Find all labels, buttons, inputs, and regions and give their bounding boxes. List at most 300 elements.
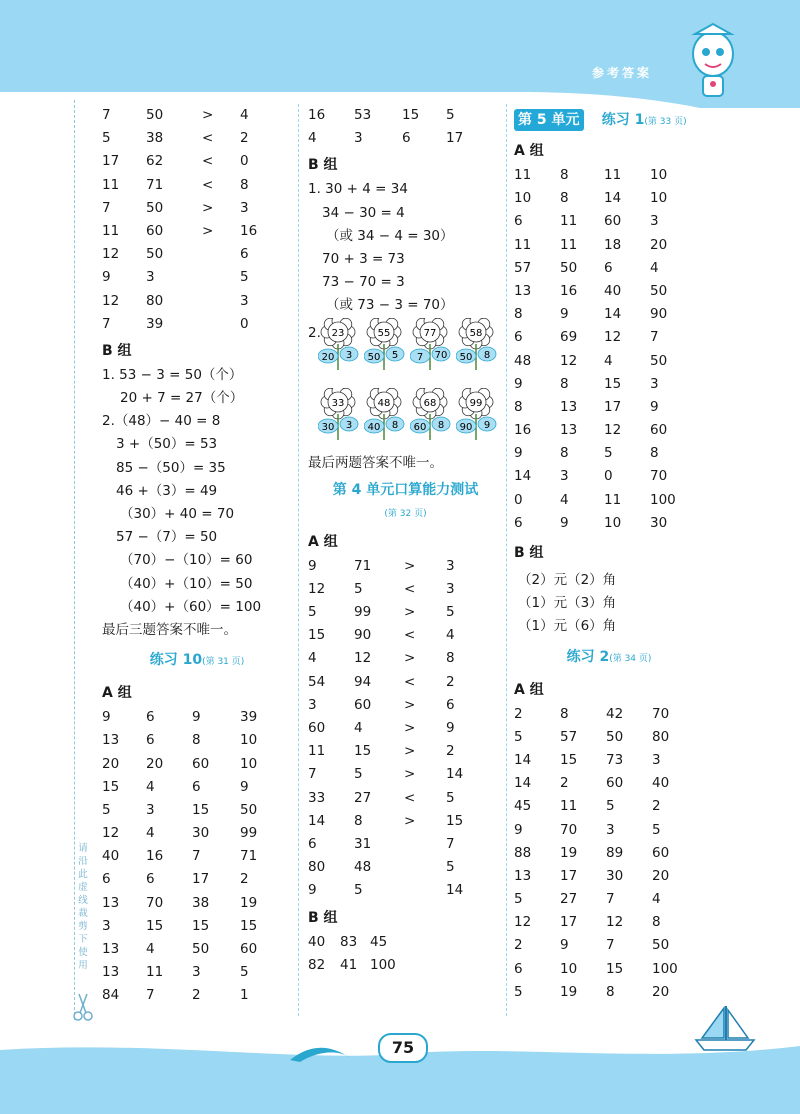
table-cell: 12 xyxy=(354,650,372,667)
table-cell: > xyxy=(404,812,416,829)
table-cell: 40 xyxy=(308,933,326,950)
table-cell: > xyxy=(404,650,416,667)
table-cell: 9 xyxy=(102,709,111,726)
table-cell: 5 xyxy=(606,798,615,815)
table-cell: 13 xyxy=(102,894,120,911)
table-cell: 6 xyxy=(192,778,201,795)
table-cell: 6 xyxy=(514,213,523,230)
table-cell: 3 xyxy=(146,801,155,818)
table-cell: 94 xyxy=(354,673,372,690)
flower-icon xyxy=(318,388,362,442)
answer-line: 34 − 30 = 4 xyxy=(322,204,405,221)
table-cell: 15 xyxy=(308,627,326,644)
number-flower xyxy=(364,388,406,442)
table-cell: > xyxy=(202,222,214,239)
table-cell: 45 xyxy=(514,798,532,815)
table-cell: > xyxy=(404,720,416,736)
table-cell: 14 xyxy=(604,306,622,323)
section-title-unit-4-test: 第 4 单元口算能力测试 xyxy=(332,481,479,498)
table-cell: 5 xyxy=(652,821,661,838)
table-cell: 4 xyxy=(308,130,317,147)
table-cell: 20 xyxy=(650,236,668,253)
table-cell: 8 xyxy=(560,445,569,462)
group-b-answers xyxy=(102,364,292,642)
table-row xyxy=(514,726,704,749)
table-cell: 60 xyxy=(146,222,164,239)
flower-icon xyxy=(410,388,454,442)
table-cell: 20 xyxy=(652,983,670,1000)
table-cell: 6 xyxy=(146,709,155,726)
number-flower xyxy=(456,318,498,372)
table-cell: 90 xyxy=(650,306,668,323)
table-row xyxy=(514,396,704,419)
table-cell: 100 xyxy=(370,956,396,973)
table-row xyxy=(102,174,292,197)
table-cell: < xyxy=(404,789,416,806)
table-cell: 50 xyxy=(606,728,624,745)
table-cell: 100 xyxy=(652,960,678,977)
table-cell: 10 xyxy=(514,190,532,207)
table-cell: 14 xyxy=(604,190,622,207)
group-b-label: B 组 xyxy=(102,342,132,359)
table-cell: 7 xyxy=(102,315,111,332)
table-row xyxy=(308,879,503,902)
flower-icon xyxy=(410,318,454,372)
table-cell: 71 xyxy=(354,557,372,574)
group-b-label: B 组 xyxy=(514,545,544,561)
answer-line: （2）元（2）角 xyxy=(518,572,617,588)
table-cell: 6 xyxy=(514,960,523,977)
answer-line: （40）+（10）= 50 xyxy=(120,575,253,592)
table-cell: 12 xyxy=(604,422,622,439)
table-cell: 15 xyxy=(446,812,464,829)
table-cell: 16 xyxy=(514,422,532,439)
table-cell: 3 xyxy=(446,557,455,574)
table-cell: 50 xyxy=(146,199,164,216)
table-cell: 5 xyxy=(354,882,363,899)
table-cell: > xyxy=(404,557,416,574)
flower-number-top: 55 xyxy=(377,327,391,339)
table-cell: 17 xyxy=(192,871,210,888)
flower-number-left: 40 xyxy=(367,421,381,433)
table-cell: 12 xyxy=(308,580,326,597)
table-cell: 0 xyxy=(240,153,249,170)
table-cell: 2 xyxy=(446,743,455,760)
flower-row-1 xyxy=(318,318,503,382)
table-cell: 9 xyxy=(446,720,455,736)
table-cell: 8 xyxy=(514,398,523,415)
table-cell: 10 xyxy=(650,167,668,183)
table-cell: 5 xyxy=(446,859,455,876)
column-2 xyxy=(308,104,503,977)
table-row xyxy=(308,787,503,810)
table-cell: 4 xyxy=(604,352,613,369)
answer-line: 最后三题答案不唯一。 xyxy=(102,621,237,638)
table-cell: 73 xyxy=(606,751,624,768)
table-cell: 60 xyxy=(354,696,372,713)
flower-icon xyxy=(364,388,408,442)
table-row xyxy=(514,257,704,280)
table-cell: 12 xyxy=(102,292,120,309)
table-cell: 8 xyxy=(652,914,661,931)
table-cell: 8 xyxy=(354,812,363,829)
answer-table-1 xyxy=(308,104,503,150)
table-cell: 4 xyxy=(146,778,155,795)
table-row xyxy=(102,938,292,961)
table-cell: 5 xyxy=(354,766,363,783)
table-cell: 5 xyxy=(446,789,455,806)
table-cell: 27 xyxy=(354,789,372,806)
table-cell: 60 xyxy=(240,941,258,957)
table-row xyxy=(514,280,704,303)
answer-line: 70 + 3 = 73 xyxy=(322,250,405,267)
table-cell: 15 xyxy=(102,778,120,795)
answer-table-1 xyxy=(514,164,704,535)
section-page-ref: (第 34 页) xyxy=(609,653,652,664)
table-cell: 4 xyxy=(652,891,661,908)
table-cell: > xyxy=(202,199,214,216)
answer-line: 2.（48）− 40 = 8 xyxy=(102,413,221,430)
table-cell: 70 xyxy=(560,821,578,838)
table-cell: 3 xyxy=(446,580,455,597)
table-cell: 14 xyxy=(514,468,532,485)
table-cell: 39 xyxy=(240,709,258,726)
table-cell: 2 xyxy=(514,937,523,954)
table-cell: 13 xyxy=(560,398,578,415)
table-row xyxy=(514,164,704,187)
table-row xyxy=(102,290,292,313)
table-row xyxy=(102,197,292,220)
table-cell: 11 xyxy=(560,798,578,815)
table-cell: 8 xyxy=(240,176,249,193)
table-row xyxy=(308,671,503,694)
table-row xyxy=(514,934,704,957)
table-row xyxy=(102,822,292,845)
table-cell: 18 xyxy=(604,236,622,253)
group-b-label-2: B 组 xyxy=(308,909,338,926)
table-cell: 4 xyxy=(146,941,155,957)
table-cell: 70 xyxy=(652,705,670,722)
table-cell: 71 xyxy=(240,848,258,865)
table-cell: 30 xyxy=(192,825,210,842)
table-cell: < xyxy=(202,153,214,170)
table-cell: 5 xyxy=(604,445,613,462)
table-row xyxy=(102,104,292,127)
table-row xyxy=(102,127,292,150)
table-cell: 7 xyxy=(650,329,659,346)
table-cell: 5 xyxy=(446,107,455,123)
table-cell: 4 xyxy=(560,491,569,508)
table-cell: 7 xyxy=(308,766,317,783)
table-cell: 11 xyxy=(308,743,326,760)
table-cell: 82 xyxy=(308,956,326,973)
section-page-ref: (第 33 页) xyxy=(644,117,687,127)
table-cell: 20 xyxy=(102,755,120,772)
table-cell: < xyxy=(202,130,214,147)
group-a-label-2: A 组 xyxy=(514,681,544,698)
flower-number-left: 20 xyxy=(321,351,335,363)
flower-number-left: 50 xyxy=(459,351,473,363)
table-row xyxy=(514,489,704,512)
table-cell: 8 xyxy=(650,445,659,462)
table-cell: 13 xyxy=(514,867,532,884)
table-cell: 89 xyxy=(606,844,624,861)
table-cell: 3 xyxy=(240,292,249,309)
group-b-label: B 组 xyxy=(308,157,338,174)
table-cell: 57 xyxy=(560,728,578,745)
page-number: 75 xyxy=(378,1033,428,1063)
table-cell: 6 xyxy=(514,329,523,346)
table-cell: 30 xyxy=(650,514,668,531)
table-row xyxy=(102,845,292,868)
table-cell: 80 xyxy=(308,859,326,876)
table-row xyxy=(514,819,704,842)
table-cell: 11 xyxy=(604,167,622,183)
answer-table-2 xyxy=(514,703,704,1004)
table-cell: 4 xyxy=(146,825,155,842)
table-row xyxy=(102,915,292,938)
table-cell: 48 xyxy=(514,352,532,369)
table-cell: 5 xyxy=(514,728,523,745)
table-cell: 6 xyxy=(240,246,249,263)
table-cell: 17 xyxy=(446,130,464,147)
flower-number-right: 5 xyxy=(391,349,399,361)
table-row xyxy=(102,776,292,799)
table-cell: 7 xyxy=(606,891,615,908)
table-cell: 4 xyxy=(354,720,363,736)
table-cell: 50 xyxy=(192,941,210,957)
table-row xyxy=(514,419,704,442)
table-cell: 3 xyxy=(308,696,317,713)
table-cell: 99 xyxy=(240,825,258,842)
table-cell: < xyxy=(404,580,416,597)
table-cell: 50 xyxy=(560,259,578,276)
table-cell: 50 xyxy=(146,246,164,263)
table-cell: 3 xyxy=(650,375,659,392)
section-title-practice-10 xyxy=(102,642,292,678)
table-cell: 20 xyxy=(146,755,164,772)
flower-number-right: 9 xyxy=(483,419,491,431)
table-row xyxy=(102,961,292,984)
number-flower xyxy=(410,388,452,442)
answer-line: （40）+（60）= 100 xyxy=(120,598,262,615)
table-cell: 12 xyxy=(514,914,532,931)
table-cell: 3 xyxy=(606,821,615,838)
flower-number-top: 58 xyxy=(469,327,483,339)
table-cell: 9 xyxy=(102,269,111,286)
table-cell: 3 xyxy=(560,468,569,485)
table-row xyxy=(308,717,503,740)
scissors-icon xyxy=(72,992,94,1022)
item-2-label: 2. xyxy=(308,324,321,341)
flower-number-right: 3 xyxy=(345,419,353,431)
table-cell: 3 xyxy=(146,269,155,286)
table-cell: 6 xyxy=(514,514,523,531)
table-cell: 9 xyxy=(560,514,569,531)
group-a-label: A 组 xyxy=(514,143,544,159)
table-cell: 2 xyxy=(514,705,523,722)
table-cell: 15 xyxy=(240,917,258,934)
table-cell: 17 xyxy=(102,153,120,170)
flower-number-right: 3 xyxy=(345,349,353,361)
table-cell: 11 xyxy=(102,176,120,193)
column-3 xyxy=(514,104,704,1004)
table-cell: 50 xyxy=(650,282,668,299)
table-row xyxy=(308,104,503,127)
answer-line: （1）元（6）角 xyxy=(518,618,617,635)
answer-line: 85 −（50）= 35 xyxy=(116,459,226,476)
table-cell: 16 xyxy=(560,282,578,299)
table-cell: 9 xyxy=(514,821,523,838)
table-row xyxy=(102,706,292,729)
table-cell: 100 xyxy=(650,491,676,508)
table-row xyxy=(308,810,503,833)
table-cell: 4 xyxy=(308,650,317,667)
table-cell: 2 xyxy=(446,673,455,690)
table-row xyxy=(308,647,503,670)
group-b-answers xyxy=(514,569,704,639)
table-cell: 6 xyxy=(308,835,317,852)
table-row xyxy=(514,749,704,772)
answer-line: 73 − 70 = 3 xyxy=(322,274,405,291)
table-cell: 2 xyxy=(560,775,569,792)
table-cell: 7 xyxy=(446,835,455,852)
flower-number-right: 8 xyxy=(391,419,399,431)
table-cell: 83 xyxy=(340,933,358,950)
table-cell: 11 xyxy=(604,491,622,508)
number-flower xyxy=(364,318,406,372)
flower-number-left: 90 xyxy=(459,421,473,433)
table-cell: 13 xyxy=(102,941,120,957)
table-cell: 17 xyxy=(560,914,578,931)
header-wave xyxy=(0,0,800,110)
table-cell: 48 xyxy=(354,859,372,876)
table-cell: > xyxy=(202,107,214,123)
flower-number-top: 23 xyxy=(331,327,345,339)
table-cell: 17 xyxy=(560,867,578,884)
table-cell: 80 xyxy=(146,292,164,309)
table-row xyxy=(514,442,704,465)
table-row xyxy=(514,210,704,233)
table-cell: 3 xyxy=(354,130,363,147)
table-cell: 8 xyxy=(560,190,569,207)
table-row xyxy=(514,234,704,257)
unit-badge: 第 5 单元 xyxy=(514,109,584,131)
table-cell: 12 xyxy=(604,329,622,346)
table-cell: 5 xyxy=(240,269,249,286)
table-row xyxy=(102,892,292,915)
table-cell: 41 xyxy=(340,956,358,973)
table-row xyxy=(514,958,704,981)
table-cell: 5 xyxy=(102,130,111,147)
note-text: 最后两题答案不唯一。 xyxy=(308,454,443,471)
cut-line xyxy=(74,100,75,1020)
table-cell: 16 xyxy=(240,222,258,239)
table-cell: 80 xyxy=(652,728,670,745)
table-cell: 40 xyxy=(102,848,120,865)
flower-number-left: 30 xyxy=(321,421,335,433)
table-cell: 13 xyxy=(102,964,120,981)
flower-number-top: 33 xyxy=(331,397,345,409)
table-row xyxy=(514,772,704,795)
table-cell: 33 xyxy=(308,789,326,806)
table-row xyxy=(102,868,292,891)
table-cell: 7 xyxy=(192,848,201,865)
mascot-icon xyxy=(683,18,743,104)
answer-line: 57 −（7）= 50 xyxy=(116,529,218,546)
flower-row-2 xyxy=(318,388,503,452)
table-cell: 9 xyxy=(514,375,523,392)
section-title-practice-2 xyxy=(514,639,704,675)
table-row xyxy=(308,578,503,601)
flower-number-top: 68 xyxy=(423,397,437,409)
table-cell: 11 xyxy=(560,236,578,253)
answer-line: （或 73 − 3 = 70） xyxy=(326,297,454,314)
table-cell: 8 xyxy=(560,167,569,183)
table-cell: 6 xyxy=(146,871,155,888)
table-cell: 9 xyxy=(560,937,569,954)
table-row xyxy=(102,313,292,336)
table-cell: 2 xyxy=(240,871,249,888)
table-row xyxy=(308,127,503,150)
table-cell: 19 xyxy=(560,983,578,1000)
section-title-text: 练习 10 xyxy=(149,652,203,669)
table-cell: 7 xyxy=(102,199,111,216)
answer-line: （30）+ 40 = 70 xyxy=(120,506,235,522)
table-cell: 40 xyxy=(652,775,670,792)
table-cell: 15 xyxy=(606,960,624,977)
table-cell: 50 xyxy=(146,107,164,123)
table-cell: 2 xyxy=(240,130,249,147)
table-cell: 1 xyxy=(240,987,249,1004)
table-cell: 5 xyxy=(102,801,111,818)
table-cell: 7 xyxy=(606,937,615,954)
table-cell: 5 xyxy=(514,983,523,1000)
table-row xyxy=(514,703,704,726)
table-cell: 50 xyxy=(240,801,258,818)
table-cell: 6 xyxy=(402,130,411,147)
table-cell: 0 xyxy=(240,315,249,332)
table-row xyxy=(102,799,292,822)
table-cell: 14 xyxy=(446,882,464,899)
table-row xyxy=(308,833,503,856)
table-row xyxy=(102,150,292,173)
table-cell: 8 xyxy=(560,705,569,722)
table-cell: 8 xyxy=(606,983,615,1000)
table-cell: 15 xyxy=(560,751,578,768)
table-cell: 9 xyxy=(308,557,317,574)
table-row xyxy=(514,350,704,373)
table-cell: 6 xyxy=(146,732,155,749)
table-row xyxy=(514,842,704,865)
table-cell: 16 xyxy=(308,107,326,123)
table-cell: 38 xyxy=(146,130,164,147)
table-row xyxy=(514,465,704,488)
table-cell: 8 xyxy=(514,306,523,323)
table-row xyxy=(514,303,704,326)
flower-number-right: 8 xyxy=(437,419,445,431)
table-cell: 9 xyxy=(308,882,317,899)
table-cell: 40 xyxy=(604,282,622,299)
table-cell: 10 xyxy=(240,755,258,772)
flower-icon xyxy=(364,318,408,372)
table-cell: 11 xyxy=(514,167,532,183)
answer-table-2 xyxy=(102,706,292,1007)
section-page-ref: (第 31 页) xyxy=(202,657,245,668)
group-b-answers xyxy=(308,178,503,317)
table-cell: 30 xyxy=(606,867,624,884)
table-row xyxy=(102,984,292,1007)
